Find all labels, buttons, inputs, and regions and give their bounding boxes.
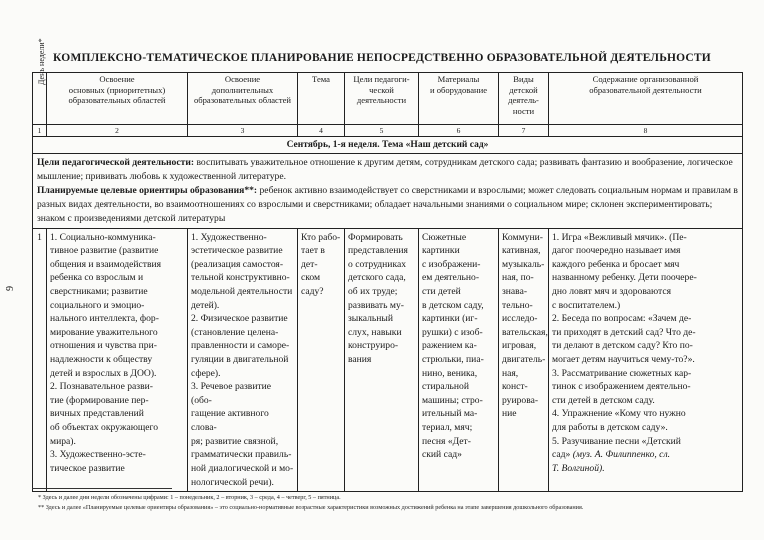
targets-text: ребенок активно взаимодействует со сверстниками и взрослыми; может следовать социальным нормам и правилам в разных видах деятельности, во взаимоотношениях со взрослыми и сверстниками; обладает начальными знаниями о социальном мире; склонен экспериментировать; знаком с произведениями детской литературы: [37, 184, 738, 224]
footnote-1: * Здесь и далее дни недели обозначены цифрами: 1 – понедельник, 2 – вторник, 3 – среда, 4 – четверг, 5 – пятница.: [38, 494, 341, 501]
col-number: 2: [47, 125, 188, 137]
cell-day: 1: [33, 228, 47, 492]
cell-content: [549, 228, 743, 492]
goals-text: воспитывать уважительное отношение к другим детям, сотрудникам детского сада; развивать фантазию и вообразение, логическое мышление; прививать любовь к художественной литературе.: [37, 157, 733, 182]
column-numbers-row: [33, 125, 743, 137]
footnote-2: ** Здесь и далее «Планируемые целевые ориентиры образования» – это социально-нормативные возрастные характеристики возможных достижений ребенка на этапе завершения дошкольного образования.: [38, 504, 584, 511]
header-day: День недели*: [33, 73, 47, 125]
cell-materials: Сюжетные картинки с изображени- ем деятельно- сти детей в детском саду, картинки (иг- рушки) с изоб- ражением ка- стрюльки, пиа- нино, веника, стиральной машины; стро- ительный ма- териал, мяч; песня «Дет- ский сад»: [419, 228, 499, 492]
header-main-areas: Освоение основных (приоритетных) образовательных областей: [47, 73, 188, 125]
header-activities: Виды детской деятель- ности: [499, 73, 549, 125]
col-number: 7: [499, 125, 549, 137]
col-number: 4: [298, 125, 345, 137]
col-number: 5: [345, 125, 419, 137]
header-topic: Тема: [298, 73, 345, 125]
col-number: 1: [33, 125, 47, 137]
col-number: 8: [549, 125, 743, 137]
footnote-divider: [32, 488, 172, 489]
header-additional-areas: Освоение дополнительных образовательных областей: [188, 73, 298, 125]
week-title: Сентябрь, 1-я неделя. Тема «Наш детский сад»: [33, 137, 743, 154]
col-number: 6: [419, 125, 499, 137]
cell-activities: Коммуни- кативная, музыкаль- ная, по- знава- тельно- исследо- вательская, игровая, двигатель- ная, конст- руирова- ние: [499, 228, 549, 492]
page-number: 9: [5, 286, 16, 291]
target-orientations: [37, 184, 738, 226]
cell-main-areas: 1. Социально-коммуника- тивное развитие (развитие общения и взаимодействия ребенка со взрослым и сверстниками; развитие социального и эмоцио- нального интеллекта, фор- мирование уважительного отношения и чувства при- надлежности к обществу детей и взрослых в ДОО). 2. Познавательное разви- тие (формирование пер- вичных представлений об объектах окружающего мира). 3. Художественно-эсте- тическое развитие: [47, 228, 188, 492]
col-number: 3: [188, 125, 298, 137]
goals-label: Цели педагогической деятельности:: [37, 157, 195, 168]
header-goals: Цели педагоги- ческой деятельности: [345, 73, 419, 125]
goals-row: [33, 154, 743, 229]
page-title: КОМПЛЕКСНО-ТЕМАТИЧЕСКОЕ ПЛАНИРОВАНИЕ НЕПОСРЕДСТВЕННО ОБРАЗОВАТЕЛЬНОЙ ДЕЯТЕЛЬНОСТИ: [53, 52, 711, 64]
goals-block: [33, 154, 743, 229]
cell-topic: Кто рабо- тает в дет- ском саду?: [298, 228, 345, 492]
content-credits: (муз. А. Филиппенко, сл. Т. Волгиной).: [552, 449, 671, 474]
header-content: Содержание организованной образовательной деятельности: [549, 73, 743, 125]
week-title-row: [33, 137, 743, 154]
pedagogical-goals: [37, 156, 738, 184]
header-materials: Материалы и оборудование: [419, 73, 499, 125]
cell-goals: Формировать представления о сотрудниках детского сада, об их труде; развивать му- зыкальный слух, навыки конструиро- вания: [345, 228, 419, 492]
lesson-row: [33, 228, 743, 492]
cell-additional-areas: 1. Художественно- эстетическое развитие (реализация самостоя- тельной конструктивно- модельной деятельности детей). 2. Физическое развитие (становление целена- правленности и самоpe- гуляции в двигательной сфере). 3. Речевое развитие (обо- гащение активного слова- ря; развитие связной, грамматически правиль- ной диалогической и мо- нологической речи).: [188, 228, 298, 492]
targets-label: Планируемые целевые ориентиры образования**:: [37, 184, 258, 196]
content-text: 1. Игра «Вежливый мячик». (Пе- дагог поочередно называет имя каждого ребенка и бросает мяч названному ребенку. Дети поочере- дно ловят мяч и здороваются с воспитателем.) 2. Беседа по вопросам: «Зачем де- ти приходят в детский сад? Что де- ти делают в детском саду? Кто по- могает детям научиться чему-то?». 3. Рассматривание сюжетных кар- тинок с изображением деятельно- сти детей в детском саду. 4. Упражнение «Кому что нужно для работы в детском саду». 5. Разучивание песни «Детский сад»: [552, 231, 697, 461]
